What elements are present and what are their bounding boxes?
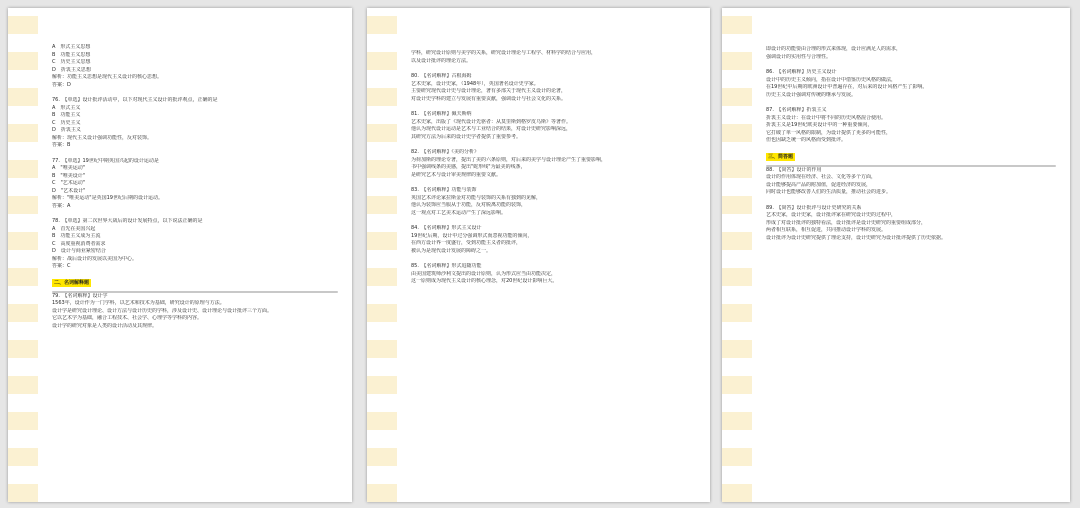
text-line: B 功能主义成为主流 [52, 233, 101, 239]
document-page-2 [367, 8, 710, 502]
text-line: B 功能主义 [52, 112, 81, 118]
section-heading: 三、简答题 [768, 153, 794, 160]
text-line: 答案：A [52, 202, 71, 209]
text-line: 解析：功能主义思想是现代主义设计的核心思想。 [52, 74, 163, 80]
text-line: A 形式主义 [52, 104, 81, 111]
text-line: 解析：现代主义设计强调功能性，反对装饰。 [52, 134, 153, 141]
text-line: 19世纪后期，设计中过分强调形式而忽视功能的倾向， [411, 232, 533, 239]
paragraph-gap [411, 141, 696, 149]
section-heading: 二、名词解释题 [54, 279, 90, 286]
text-line: 即设计的功能要由合理的形式来体现，设计应满足人的需求， [766, 46, 902, 52]
text-line: 被认为是现代设计发展的障碍之一。 [411, 247, 492, 254]
text-line: 设计能够提高产品的附加值，促进经济的发展， [766, 181, 872, 188]
text-line: 83. 【名词解释】功能与装饰 [411, 187, 477, 193]
paragraph-gap [52, 210, 338, 218]
text-line: 设计的作用体现在经济、社会、文化等多个方面， [766, 174, 877, 180]
text-line: 两者相互联系，相互促进，共同推动设计学科的发展。 [766, 227, 887, 233]
paragraph-gap [52, 271, 338, 279]
paragraph-gap [411, 65, 696, 73]
text-line: 设计学是研究设计理论、设计方法与设计历史的学科，涉及设计史、设计理论与设计批评三个方面。 [52, 307, 273, 314]
paragraph-gap [766, 61, 1056, 69]
document-page-3 [722, 8, 1070, 502]
page-3-text [766, 46, 1056, 242]
page-2-text [411, 50, 696, 286]
text-line: C 历史主义思想 [52, 59, 91, 65]
text-line: 形成了对设计批评的独特看法，设计批评是设计史研究的重要组成部分， [766, 219, 927, 226]
watermark-strip [722, 8, 752, 502]
paragraph-gap [411, 217, 696, 225]
text-line: 87. 【名词解释】折衷主义 [766, 107, 827, 113]
text-line: 86. 【名词解释】历史主义设计 [766, 69, 837, 75]
paragraph-gap [411, 255, 696, 263]
paragraph-gap [52, 150, 338, 158]
text-line: 答案：B [52, 142, 71, 148]
text-line: 其研究方法为后来的设计史学者提供了重要参考。 [411, 133, 522, 140]
text-line: 在19世纪中后期的欧洲设计中普遍存在，对后来的设计风格产生了影响。 [766, 84, 928, 90]
text-line: 学科，研究设计原则与美学的关系，研究设计理论与工程学、材料学的结合与应用， [411, 50, 597, 56]
text-line: 82. 【名词解释】《美的分析》 [411, 149, 479, 155]
text-line: 书中强调线条的美感，提出"蛇形线"为最美的线条， [411, 164, 526, 170]
text-line: 这一观点对工艺美术运动产生了深远影响。 [411, 209, 507, 216]
text-line: C 高度重视消费者需求 [52, 240, 106, 247]
text-line: 对设计史学科的建立与发展有重要贡献，强调设计与社会文化的关系。 [411, 95, 567, 102]
text-line: B 功能主义思想 [52, 51, 91, 58]
text-line: C 历史主义 [52, 119, 81, 126]
text-line: 89. 【简答】设计批评与设计史研究的关系 [766, 204, 862, 211]
text-line: 是研究艺术与设计审美规律的重要文献。 [411, 171, 502, 178]
text-line: 解析："唯美运动"是英国19世纪后期的设计运动。 [52, 195, 163, 201]
text-line: 它以艺术学为基础，融合工程技术、社会学、心理学等学科的内容。 [52, 315, 203, 321]
text-line: 79. 【名词解释】设计学 [52, 292, 108, 299]
text-line: 主要研究现代设计史与设计理论，著有多部关于现代主义设计的论著， [411, 88, 567, 94]
text-line: 以及设计批评的理论方法。 [411, 57, 472, 64]
paragraph-gap [411, 103, 696, 111]
text-line: D 设计与商业紧密结合 [52, 248, 106, 254]
text-line: 88. 【简答】设计的作用 [766, 166, 822, 173]
text-line: 同时设计也能够改善人们的生活质量，推动社会的进步。 [766, 189, 892, 195]
text-line: D 折衷主义 [52, 127, 81, 133]
text-line: D "艺术设计" [52, 187, 86, 194]
text-line: 这一原则成为现代主义设计的核心理念，对20世纪设计影响巨大。 [411, 278, 558, 284]
text-line: 85. 【名词解释】形式追随功能 [411, 263, 482, 269]
watermark-strip [8, 8, 38, 502]
text-line: 为荷加斯的理论专著，提出了美的六条原则，对后来的美学与设计理论产生了重要影响， [411, 156, 607, 163]
text-line: 但也因缺乏统一的风格而受到批评。 [766, 137, 847, 143]
text-line: 81. 【名词解释】佩夫斯纳 [411, 111, 472, 117]
watermark-strip [367, 8, 397, 502]
text-line: 1563年，设计作为一门学科，以艺术和技术为基础，研究设计的原理与方法。 [52, 300, 225, 306]
text-line: 历史主义设计强调对传统的继承与发展。 [766, 91, 857, 98]
text-line: 折衷主义是19世纪欧美设计中的一种重要倾向， [766, 122, 873, 128]
text-line: 78. 【单选】第二次世界大战后的设计发展特点，以下说法正确的是 [52, 218, 203, 224]
text-line: 艺术史家，设计史家，设计批评家在研究设计史的过程中， [766, 212, 897, 218]
text-line: 80. 【名词解释】古根海姆 [411, 73, 472, 79]
text-line: 他认为装饰应当服从于功能，反对脱离功能的装饰， [411, 202, 527, 208]
text-line: 他认为现代设计运动是艺术与工业结合的结果，对设计史研究影响深远， [411, 126, 572, 132]
text-line: 答案：D [52, 81, 71, 88]
text-line: A 首先在美国兴起 [52, 225, 96, 232]
text-line: A 形式主义思想 [52, 44, 91, 50]
text-line: 英国艺术评论家拉斯金对功能与装饰的关系有独到的见解， [411, 194, 542, 201]
text-line: 答案：C [52, 263, 71, 269]
paragraph-gap [766, 99, 1056, 107]
text-line: C "艺术运动" [52, 180, 86, 186]
text-line: A "唯美运动" [52, 165, 86, 171]
text-line: 设计学的研究对象是人类的设计活动及其规律。 [52, 322, 158, 329]
text-line: 设计批评为设计史研究提供了理论支持，设计史研究为设计批评提供了历史依据。 [766, 234, 947, 241]
paragraph-gap [411, 179, 696, 187]
text-line: 折衷主义设计：在设计中将不同的历史风格混合使用。 [766, 114, 887, 121]
document-page-1 [8, 8, 352, 502]
text-line: 它打破了单一风格的限制，为设计提供了更多的可能性， [766, 129, 892, 136]
text-line: 在西方设计界一度盛行，受到功能主义者的批评， [411, 240, 522, 246]
text-line: 艺术史家，出版了《现代设计先驱者：从莫里斯到格罗皮乌斯》等著作。 [411, 118, 572, 125]
text-line: 艺术史家，设计史家，（1948年），英国著名设计史学家。 [411, 80, 539, 87]
text-line: 设计中的历史主义倾向，指在设计中借鉴历史风格的做法， [766, 76, 897, 83]
text-line: 强调设计的实用性与合理性。 [766, 53, 832, 60]
text-line: 由美国建筑师沙利文提出的设计原则，认为形式应当由功能决定， [411, 270, 557, 277]
text-line: 解析：战后设计的发展以美国为中心。 [52, 255, 138, 262]
text-line: B "唯美设计" [52, 172, 86, 179]
page-1-text [52, 44, 338, 330]
section-heading-row [766, 153, 1056, 163]
paragraph-gap [766, 197, 1056, 205]
text-line: 84. 【名词解释】形式主义设计 [411, 225, 482, 231]
paragraph-gap [766, 145, 1056, 153]
text-line: 76. 【单选】设计批评活动中，以下对现代主义设计的批评观点，正确的是 [52, 97, 218, 103]
section-heading-row [52, 279, 338, 289]
text-line: 77. 【单选】19世纪中期英国兴起的设计运动是 [52, 157, 159, 164]
paragraph-gap [52, 89, 338, 97]
text-line: D 折衷主义思想 [52, 66, 91, 73]
